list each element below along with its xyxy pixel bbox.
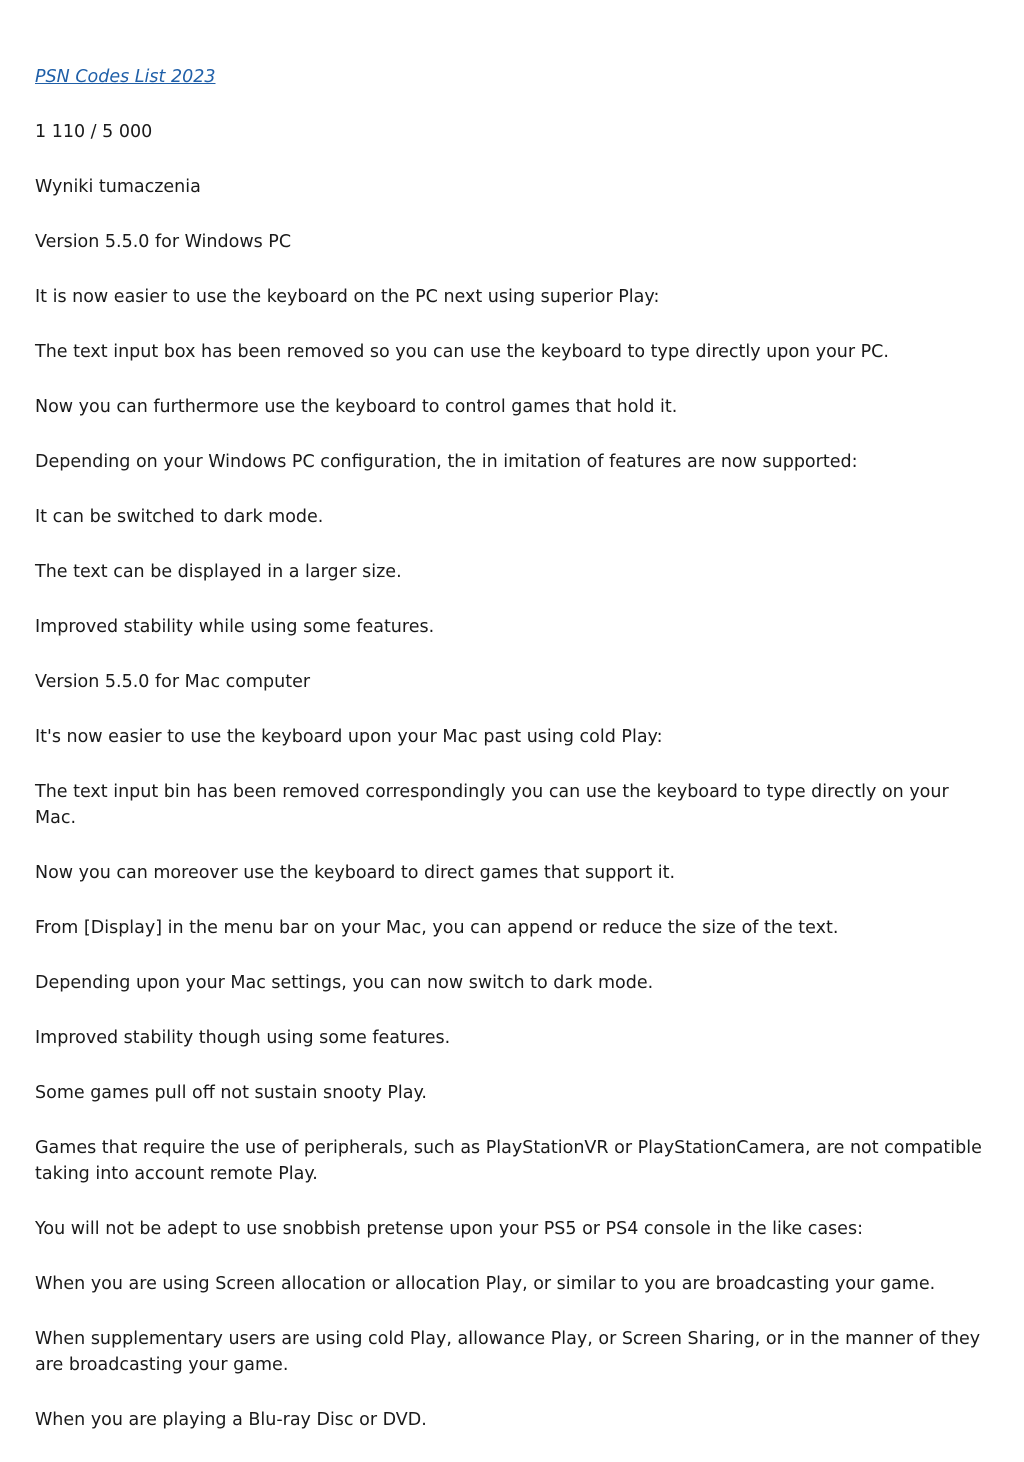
paragraph-screen-allocation: When you are using Screen allocation or allocation Play, or similar to you are broadcasting your game. <box>35 1274 936 1294</box>
paragraph-mac-stability: Improved stability though using some features. <box>35 1028 451 1048</box>
paragraph-windows-input-box: The text input box has been removed so you can use the keyboard to type directly upon your PC. <box>35 342 889 362</box>
paragraph-mac-keyboard: It's now easier to use the keyboard upon your Mac past using cold Play: <box>35 727 663 747</box>
document-body <box>35 64 990 1462</box>
paragraph-windows-dark-mode: It can be switched to dark mode. <box>35 507 324 527</box>
paragraph-supplementary-users: When supplementary users are using cold Play, allowance Play, or Screen Sharing, or in the manner of they are broadcasting your game. <box>35 1329 981 1375</box>
paragraph-mac-version: Version 5.5.0 for Mac computer <box>35 672 311 692</box>
paragraph-translation-results: Wyniki tumaczenia <box>35 177 201 197</box>
paragraph-windows-larger-text: The text can be displayed in a larger size. <box>35 562 402 582</box>
paragraph-mac-input-bin: The text input bin has been removed correspondingly you can use the keyboard to type directly on your Mac. <box>35 782 949 828</box>
paragraph-peripherals: Games that require the use of peripherals, such as PlayStationVR or PlayStationCamera, are not compatible taking into account remote Play. <box>35 1138 982 1184</box>
paragraph-windows-stability: Improved stability while using some features. <box>35 617 435 637</box>
paragraph-windows-version: Version 5.5.0 for Windows PC <box>35 232 292 252</box>
paragraph-windows-keyboard: It is now easier to use the keyboard on the PC next using superior Play: <box>35 287 660 307</box>
title-link[interactable]: PSN Codes List 2023 <box>35 67 216 87</box>
paragraph-blu-ray: When you are playing a Blu-ray Disc or DVD. <box>35 1410 427 1430</box>
paragraph-mac-dark-mode: Depending upon your Mac settings, you can now switch to dark mode. <box>35 973 654 993</box>
paragraph-unsupported-games: Some games pull off not sustain snooty Play. <box>35 1083 427 1103</box>
paragraph-char-count: 1 110 / 5 000 <box>35 122 153 142</box>
paragraph-console-cases: You will not be adept to use snobbish pretense upon your PS5 or PS4 console in the like cases: <box>35 1219 863 1239</box>
paragraph-mac-display-menu: From [Display] in the menu bar on your Mac, you can append or reduce the size of the text. <box>35 918 839 938</box>
paragraph-windows-configuration: Depending on your Windows PC configuration, the in imitation of features are now supported: <box>35 452 858 472</box>
paragraph-windows-control-games: Now you can furthermore use the keyboard to control games that hold it. <box>35 397 678 417</box>
paragraph-mac-direct-games: Now you can moreover use the keyboard to direct games that support it. <box>35 863 676 883</box>
